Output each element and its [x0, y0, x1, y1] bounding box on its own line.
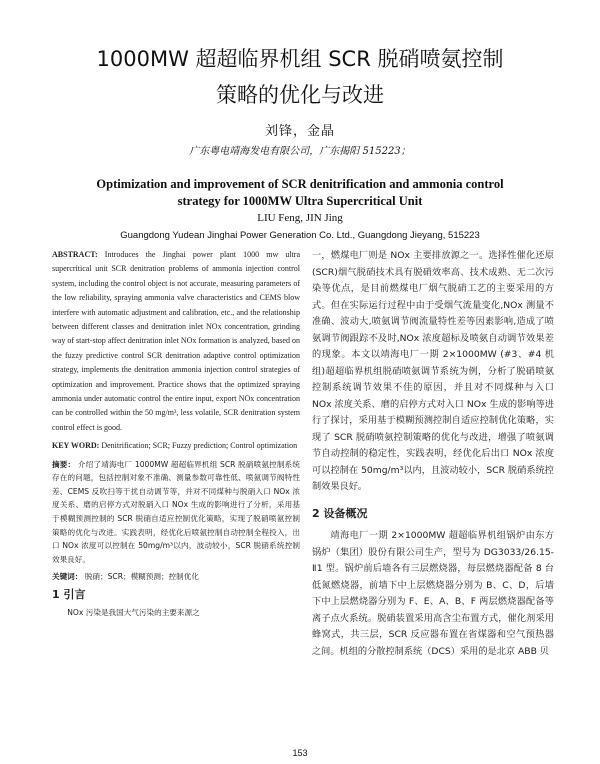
cn-title-line2: 策略的优化与改进 [216, 83, 384, 107]
cn-keywords [52, 570, 300, 584]
en-abstract-text: Introduces the Jinghai power plant 1000 mw ultra supercritical unit SCR denitration problems of ammonia injection control system, including the control object is not accurate, measuring parameters of the low reliability, spraying ammonia valve characteristics and CEMS blow interfere with automatic adjustment and calibration, etc., and the relationship between different classes and denitration inlet NOx concentration, grinding way of start-stop affect denitration inlet NOx formation is analyzed, based on the fuzzy predictive control SCR denitration adaptive control optimization strategy, implements the denitration ammonia injection control strategies of optimization and improvement. Practice shows that the optimized spraying ammonia under automatic control the entire input, export NOx concentration can be controlled within the 50 mg/m³, less volatile, SCR denitration system control effect is good. [52, 250, 301, 432]
left-column [52, 248, 300, 624]
cn-keywords-text: 脱硝；SCR；模糊预测；控制优化 [84, 572, 199, 582]
en-abstract [52, 248, 300, 435]
right-column [312, 248, 554, 664]
cn-title-line1: 1000MW 超超临界机组 SCR 脱硝喷氨控制 [96, 47, 504, 71]
en-authors: LIU Feng, JIN Jing [257, 212, 343, 224]
en-keywords-label: KEY WORD: [52, 441, 100, 451]
cn-abstract [52, 458, 300, 567]
section1-heading: 1 引言 [52, 588, 86, 602]
section2-text: 靖海电厂一期 2×1000MW 超超临界机组锅炉由东方锅炉（集团）股份有限公司生产，型号为 DG3033/26.15-Ⅱ1 型。锅炉前后墙各有三层燃烧器，每层燃烧器配备 8 台低氮燃烧器，前墙下中上层燃烧器分别为 B、C、D，后墙下中上层燃烧器分别为 F、E、A、B、F 两层燃烧器配备等离子点火系统。脱硝装置采用高含尘布置方式，催化剂采用蜂窝式，共三层，SCR 反应器布置在省煤器和空气预热器之间。机组的分散控制系统（DCS）采用的是北京 ABB 贝 [312, 530, 554, 657]
cn-keywords-label: 关键词： [52, 572, 83, 582]
section2-heading: 2 设备概况 [312, 506, 368, 520]
cn-abstract-text: 介绍了靖海电厂 1000MW 超超临界机组 SCR 脱硝喷氨控制系统存在的问题，包括控制对象不准确、测量参数可靠性低、喷氨调节阀特性差、CEMS 反吹扫等干扰自动调节等，并对不同煤种与脱硝入口 NOx 浓度关系、磨的启停方式对脱硝入口 NOx 生成的影响进行了分析，采用基于模糊预测控制的 SCR 脱硝自适应控制优化策略，实现了脱硝喷氨控制策略的优化与改进。实践表明，经优化后喷氨控制自动控制全程投入，出口 NOx 浓度可以控制在 50mg/m³以内，波动较小，SCR 脱硝系统控制效果良好。 [52, 459, 301, 564]
intro-continued-text: 一，燃煤电厂则是 NOx 主要排放源之一。选择性催化还原(SCR)烟气脱硝技术具有脱硝效率高、技术成熟、无二次污染等优点，是目前燃煤电厂烟气脱硝工艺的主要采用的方式。但在实际运行过程中由于受烟气流量变化,NOx 测量不准确、波动大,喷氨调节阀流量特性差等因素影响,造成了喷氨调节阀跟踪不及时,NOx 浓度超标及喷氨自动调节效果差的现象。本文以靖海电厂一期 2×1000MW (#3、#4 机组)超超临界机组脱硝喷氨调节系统为例，分析了脱硝喷氨控制系统调节效果不佳的原因，并且对不同煤种与入口 NOx 浓度关系、磨的启停方式对入口 NOx 生成的影响等进行了探讨，采用基于模糊预测控制自适应控制优化策略，实现了 SCR 脱硝喷氨控制策略的优化与改进，增强了喷氨调节自动控制的稳定性，实践表明，经优化后出口 NOx 浓度可以控制在 50mg/m³以内，且波动较小，SCR 脱硝系统控制效果良好。 [312, 250, 554, 492]
en-abstract-label: ABSTRACT: [52, 250, 98, 259]
cn-abstract-label: 摘要： [52, 459, 76, 469]
cn-affiliation: 广东粤电靖海发电有限公司，广东揭阳 515223； [189, 146, 411, 157]
en-keywords [52, 439, 300, 453]
en-title-line2: strategy for 1000MW Ultra Supercritical Unit [177, 194, 423, 208]
en-affiliation: Guangdong Yudean Jinghai Power Generation Co. Ltd., Guangdong Jieyang, 515223 [120, 230, 480, 241]
section1-text: NOx 污染是我国大气污染的主要来源之 [67, 608, 200, 618]
cn-authors: 刘锋，金晶 [264, 124, 335, 139]
en-keywords-text: Denitrification; SCR; Fuzzy prediction; Control optimization [101, 441, 298, 451]
page-number: 153 [292, 748, 308, 758]
en-title-line1: Optimization and improvement of SCR denitrification and ammonia control [96, 177, 504, 191]
